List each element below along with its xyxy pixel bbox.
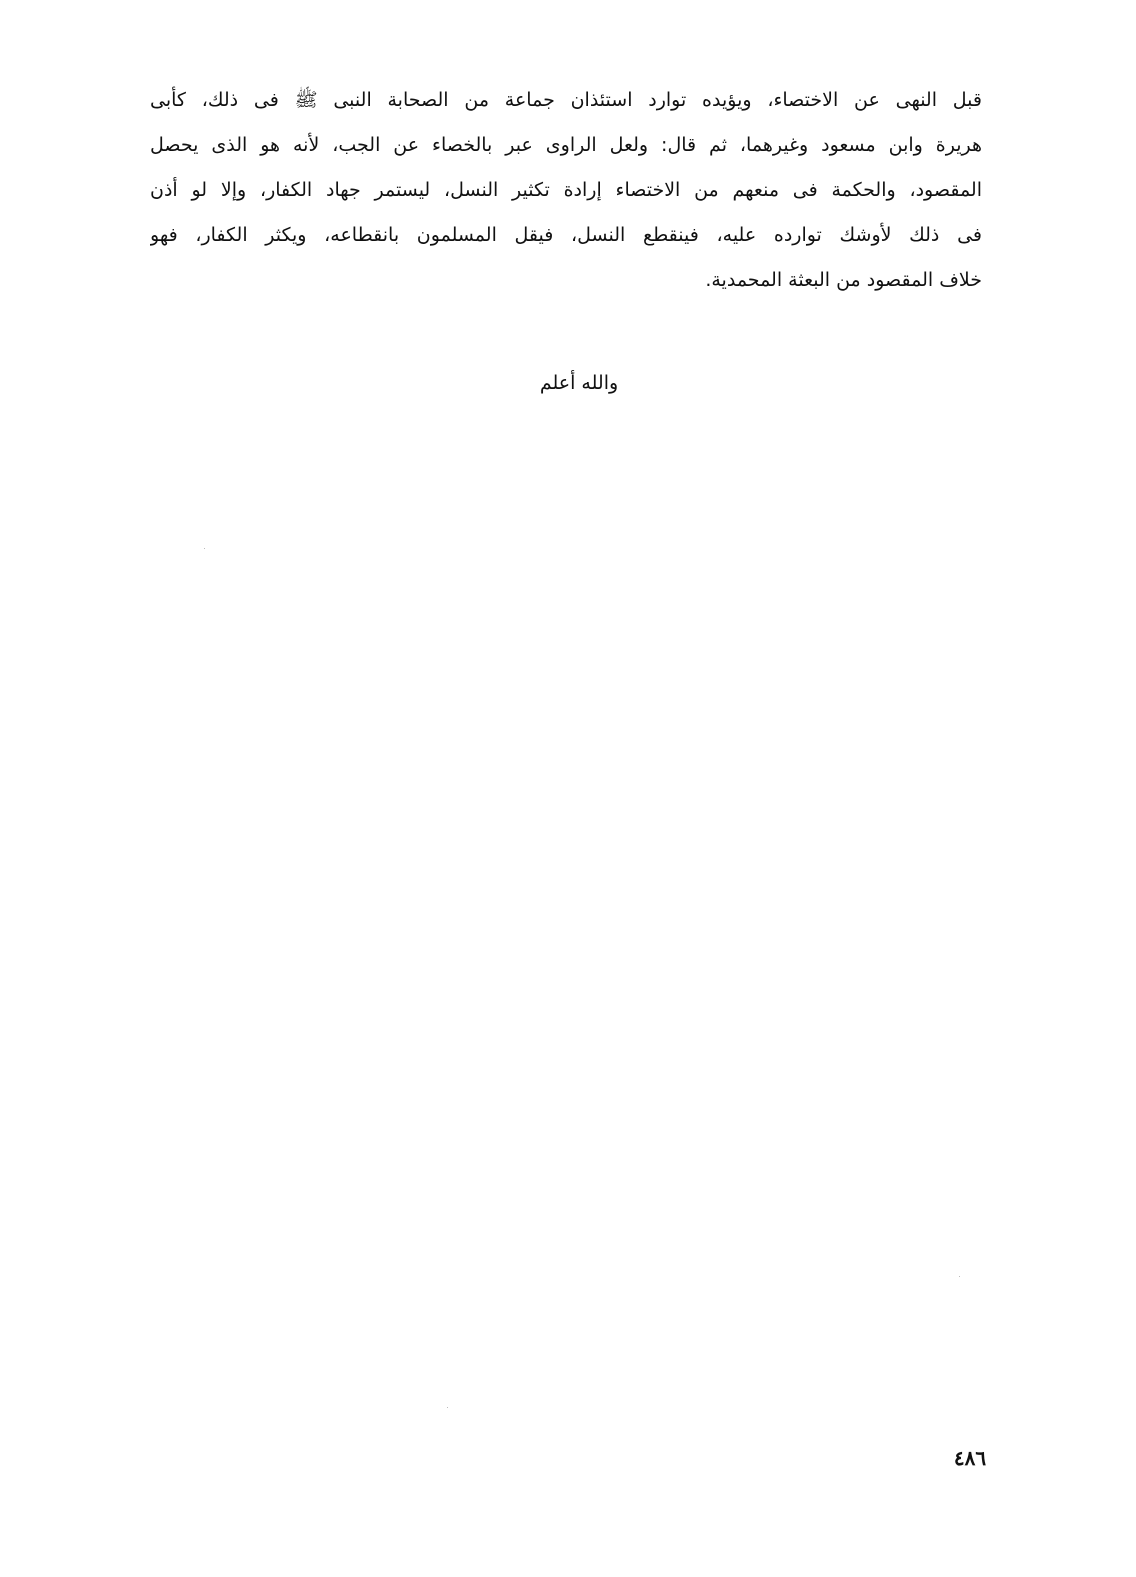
paragraph-line: قبل النهى عن الاختصاء، ويؤيده توارد استئذان جماعة من الصحابة النبى ﷺ فى ذلك، كأبى [150,89,982,111]
scan-speck [959,1276,960,1277]
page-number: ٤٨٦ [953,1446,987,1470]
closing-phrase: والله أعلم [539,372,619,394]
scan-speck [204,548,205,549]
scan-speck [447,1407,448,1408]
paragraph-line: خلاف المقصود من البعثة المحمدية. [705,269,982,291]
closing-phrase-block [0,368,1136,398]
paragraph-line: المقصود، والحكمة فى منعهم من الاختصاء إرادة تكثير النسل، ليستمر جهاد الكفار، وإلا لو أذن [150,179,982,201]
body-paragraph [150,78,982,303]
paragraph-line: فى ذلك لأوشك توارده عليه، فينقطع النسل، فيقل المسلمون بانقطاعه، ويكثر الكفار، فهو [150,224,982,246]
paragraph-line: هريرة وابن مسعود وغيرهما، ثم قال: ولعل الراوى عبر بالخصاء عن الجب، لأنه هو الذى يحصل [150,134,982,156]
